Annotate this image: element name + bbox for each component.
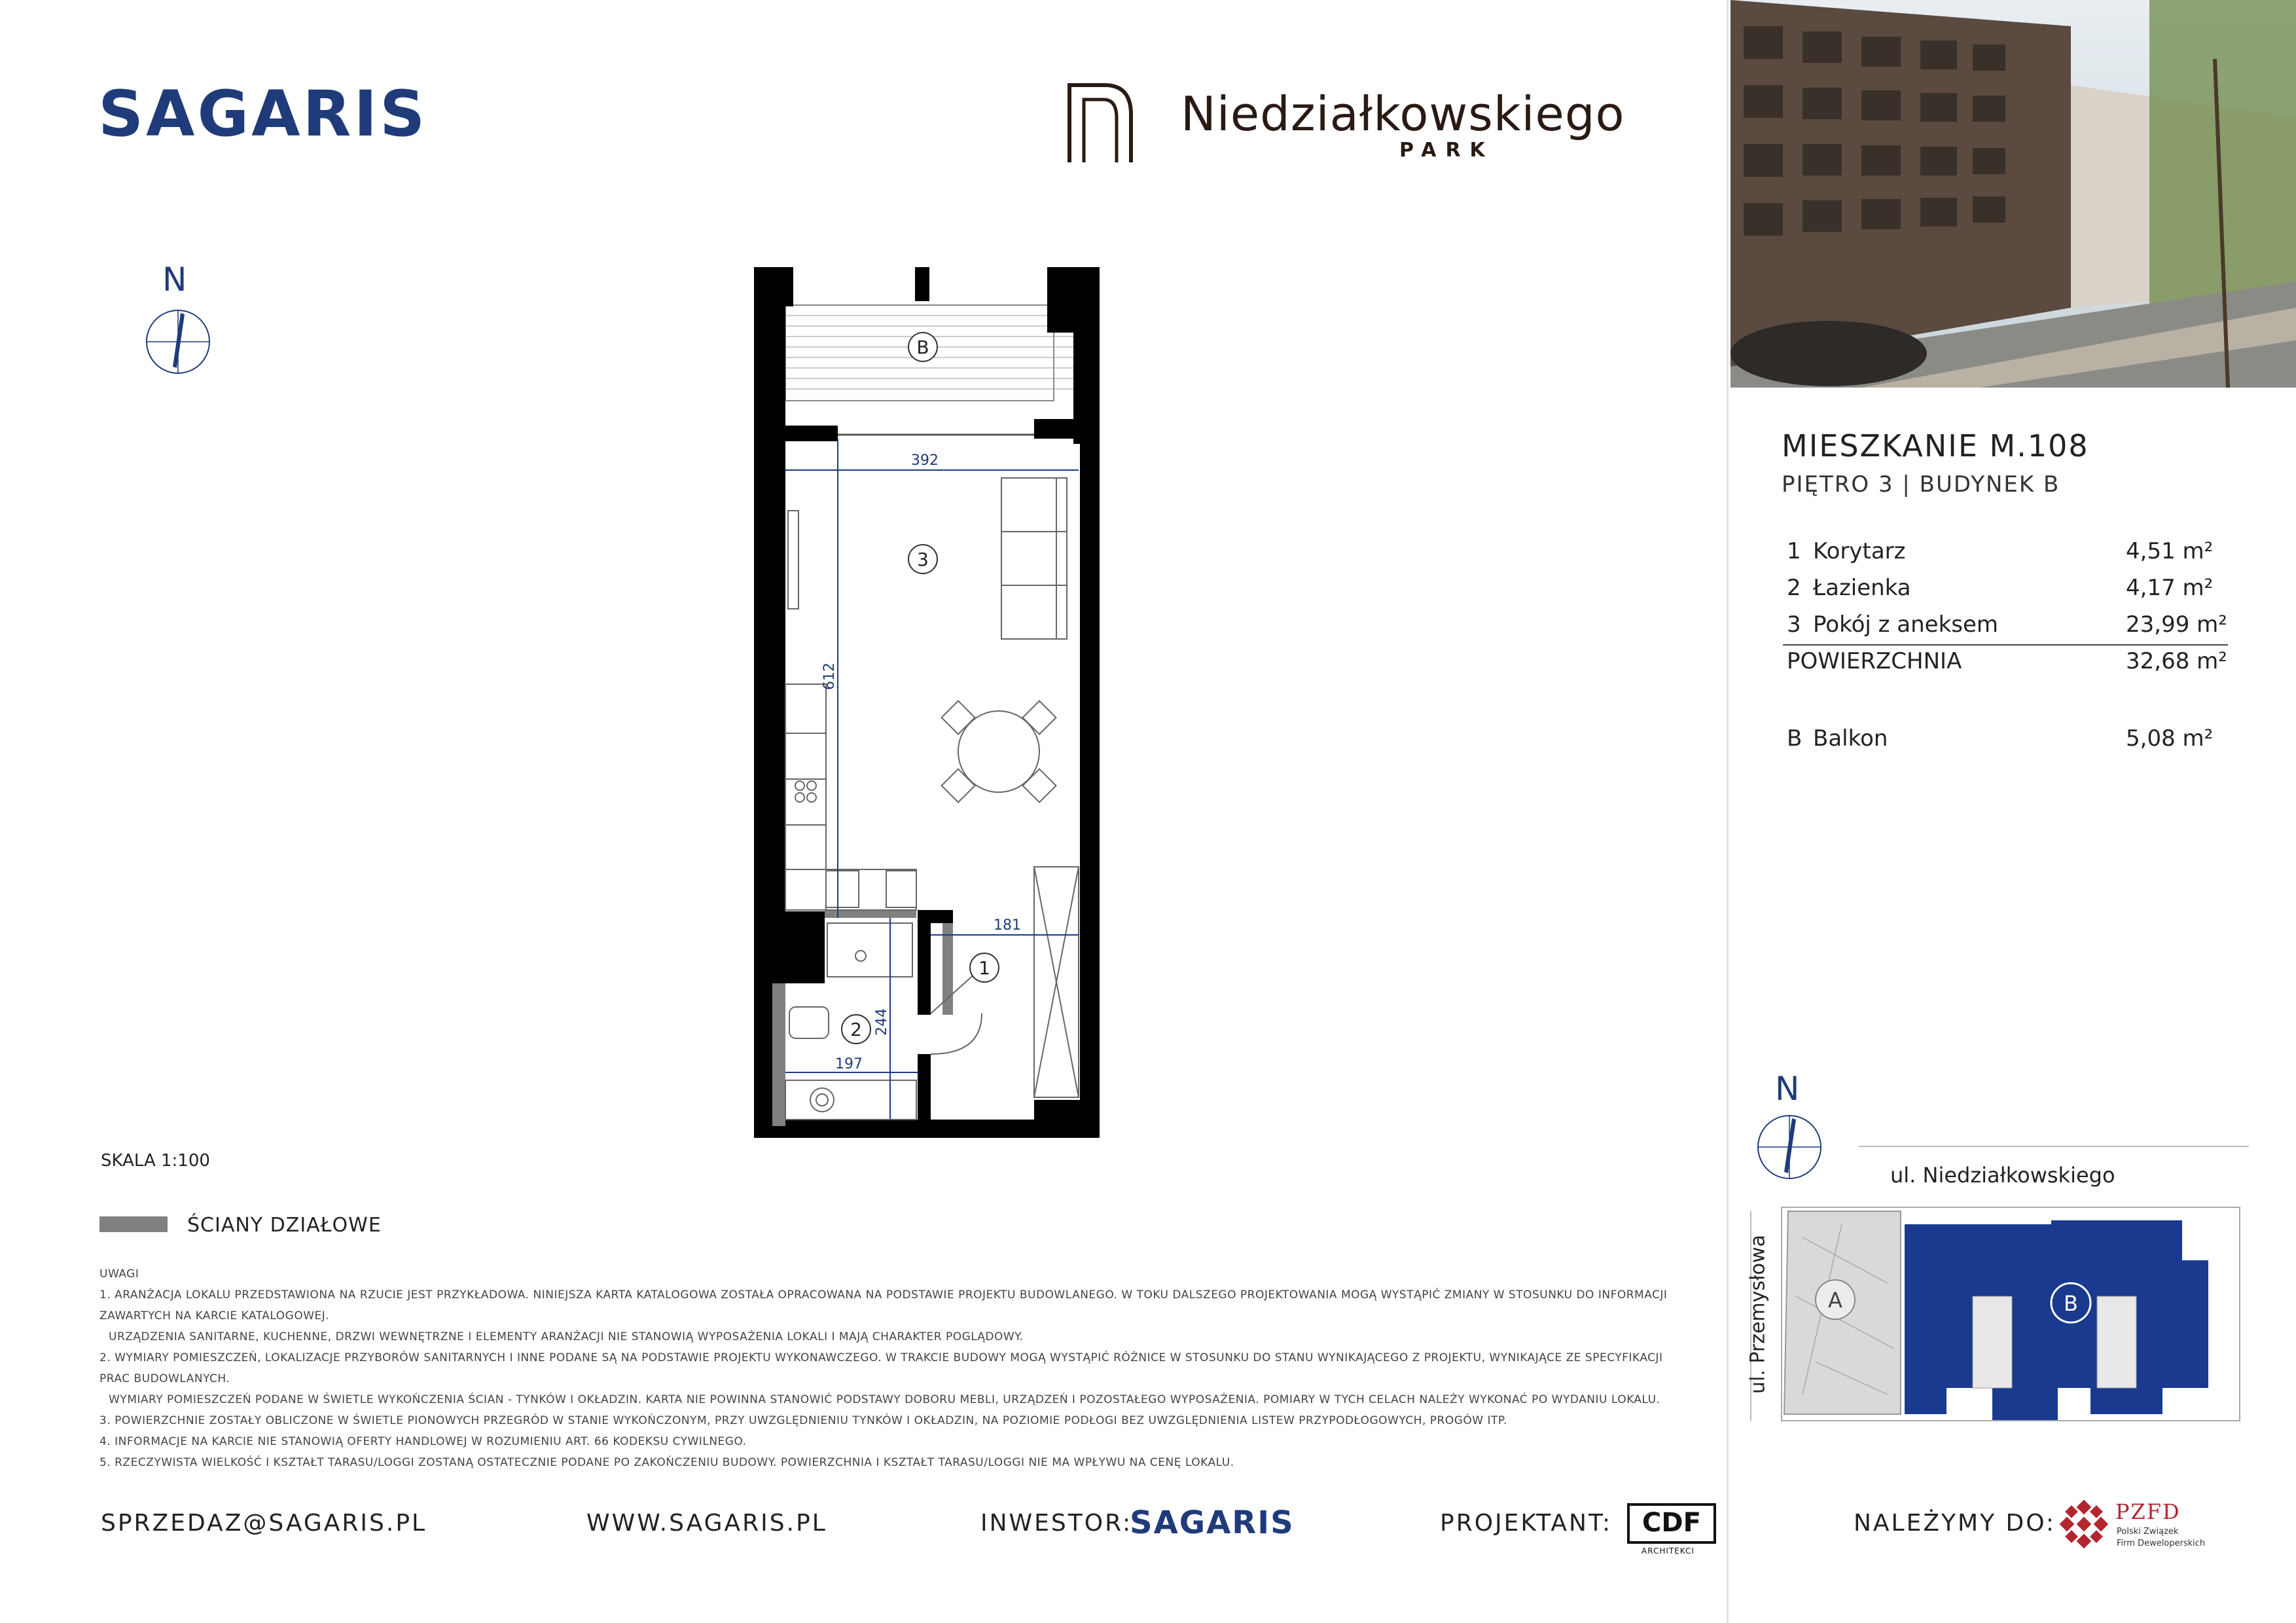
investor-label: INWESTOR: (980, 1510, 1133, 1537)
svg-text:1: 1 (978, 957, 990, 979)
room-row (1783, 575, 2228, 608)
room-name: Pokój z aneksem (1813, 611, 1999, 638)
dim-width-main: 392 (911, 452, 939, 469)
total-area: 32,68 m² (2126, 648, 2227, 674)
north-label: N (162, 261, 187, 299)
balcony-name: Balkon (1813, 725, 1888, 752)
project-logo-mark (1066, 79, 1138, 164)
room-marker-balcony (908, 333, 937, 361)
notes-line-2: URZĄDZENIA SANITARNE, KUCHENNE, DRZWI WEWNĘTRZNE I ELEMENTY ARANŻACJI NIE STANOWIĄ WYPOSAŻENIA LOKALI I MAJĄ CHARAKTER POGLĄDOWY. (109, 1330, 1024, 1343)
designer-label: PROJEKTANT: (1440, 1510, 1613, 1537)
svg-text:3: 3 (917, 549, 929, 570)
notes (99, 1264, 1696, 1473)
apartment-title: MIESZKANIE M.108 (1782, 428, 2089, 464)
notes-line-4: WYMIARY POMIESZCZEŃ PODANE W ŚWIETLE WYKOŃCZENIA ŚCIAN - TYNKÓW I OKŁADZIN. KARTA NIE POWINNA STANOWIĆ PODSTAWY DOBORU MEBLI, URZĄDZEŃ I POZOSTAŁEGO WYPOSAŻENIA. POMIARY W TYCH CELACH NALEŻY WYKONAĆ PO WYDANIU LOKALU. (109, 1393, 1660, 1406)
room-marker-2 (842, 1015, 870, 1044)
balcony-num: B (1787, 725, 1803, 752)
cdf-logo-sub: ARCHITEKCI (1641, 1546, 1695, 1556)
cdf-logo-text: CDF (1642, 1508, 1701, 1538)
apartment-subtitle: PIĘTRO 3 | BUDYNEK B (1782, 471, 2060, 498)
site-map (1776, 1198, 2248, 1427)
compass-icon (144, 308, 212, 376)
room-row (1783, 611, 2228, 646)
pzfd-logo-text: PZFD (2115, 1499, 2181, 1524)
total-row (1783, 648, 2228, 681)
scale-label: SKALA 1:100 (101, 1151, 210, 1171)
room-marker-1 (970, 953, 999, 982)
dining-table (942, 701, 1056, 803)
site-map-top-rule (1859, 1146, 2249, 1147)
email-link[interactable]: SPRZEDAZ@SAGARIS.PL (101, 1510, 427, 1537)
room-name: Korytarz (1813, 538, 1906, 564)
notes-line-3: 2. WYMIARY POMIESZCZEŃ, LOKALIZACJE PRZYBORÓW SANITARNYCH I INNE PODANE SĄ NA PODSTAWIE PROJEKTU WYKONAWCZEGO. W TRAKCIE BUDOWY MOGĄ WYSTĄPIĆ RÓŻNICE W STOSUNKU DO STANU WYNIKAJĄCEGO Z PROJEKTU, WYNIKAJĄCE ZE SPECYFIKACJI PRAC BUDOWLANYCH. (99, 1351, 1663, 1385)
pzfd-emblem-icon (2059, 1499, 2109, 1549)
balcony-area: 5,08 m² (2126, 725, 2214, 752)
walls-legend-label: ŚCIANY DZIAŁOWE (187, 1214, 382, 1237)
investor-logo: SAGARIS (1130, 1504, 1295, 1541)
svg-text:B: B (916, 337, 929, 358)
website-link[interactable]: WWW.SAGARIS.PL (586, 1510, 827, 1537)
dim-corridor: 181 (994, 917, 1021, 934)
notes-line-5: 3. POWIERZCHNIE ZOSTAŁY OBLICZONE W ŚWIETLE PIONOWYCH PRZEGRÓD W STANIE WYKOŃCZONYM, PRZY UWZGLĘDNIENIU TYNKÓW I OKŁADZIN, NA POZIOMIE PODŁOGI BEZ UWZGLĘDNIENIA LISTEW PRZYPODŁOGOWYCH, PROGÓW ITP. (99, 1414, 1507, 1427)
member-label: NALEŻYMY DO: (1854, 1510, 2056, 1537)
room-name: Łazienka (1813, 575, 1911, 601)
total-label: POWIERZCHNIA (1787, 648, 1962, 674)
dim-height-main: 612 (821, 663, 838, 690)
room-row (1783, 538, 2228, 571)
dim-bath-w: 197 (835, 1056, 863, 1072)
street-top-label: ul. Niedziałkowskiego (1890, 1163, 2115, 1188)
room-marker-3 (908, 545, 937, 574)
column-divider (1727, 0, 1729, 1623)
svg-text:2: 2 (850, 1019, 862, 1040)
kitchen (785, 511, 916, 910)
street-left-label: ul. Przemysłowa (1746, 1235, 1770, 1394)
project-logo (1066, 79, 1641, 170)
dim-bath-h: 244 (874, 1008, 890, 1036)
notes-heading: UWAGI (99, 1267, 139, 1281)
building-b-footprint (1905, 1220, 2208, 1421)
walls-legend-swatch (99, 1216, 168, 1232)
door-swing (931, 968, 982, 1054)
building-photo (1731, 0, 2296, 388)
notes-line-1: 1. ARANŻACJA LOKALU PRZEDSTAWIONA NA RZUCIE JEST PRZYKŁADOWA. NINIEJSZA KARTA KATALOGOWA ZOSTAŁA OPRACOWANA NA PODSTAWIE PROJEKTU BUDOWLANEGO. W TOKU DALSZEGO PROJEKTOWANIA MOGĄ WYSTĄPIĆ ZMIANY W STOSUNKU DO INFORMACJI ZAWARTYCH NA KARCIE KATALOGOWEJ. (99, 1288, 1668, 1322)
project-sub: PARK (1399, 139, 1494, 162)
floor-plan (746, 262, 1139, 1146)
room-area: 4,17 m² (2126, 575, 2214, 601)
site-compass-icon (1755, 1113, 1823, 1181)
room-num: 3 (1787, 611, 1801, 638)
building-a-footprint (1784, 1211, 1901, 1414)
wardrobe (1034, 867, 1079, 1097)
sofa (1001, 478, 1067, 639)
building-b-label: B (2064, 1291, 2078, 1316)
notes-line-7: 5. RZECZYWISTA WIELKOŚĆ I KSZTAŁT TARASU/LOGGI ZOSTANĄ OSTATECZNIE PODANE PO ZAKOŃCZENIU BUDOWY. POWIERZCHNIA I KSZTAŁT TARASU/LOGGI NIE MA WPŁYWU NA CENĘ LOKALU. (99, 1456, 1234, 1469)
room-area: 23,99 m² (2126, 611, 2227, 638)
site-north-label: N (1775, 1070, 1800, 1108)
building-a-label: A (1828, 1288, 1842, 1313)
room-area: 4,51 m² (2126, 538, 2214, 564)
sagaris-logo: SAGARIS (98, 77, 428, 151)
pzfd-sub1: Polski Związek (2117, 1527, 2179, 1537)
notes-line-6: 4. INFORMACJE NA KARCIE NIE STANOWIĄ OFERTY HANDLOWEJ W ROZUMIENIU ART. 66 KODEKSU CYWILNEGO. (99, 1435, 747, 1448)
balcony-row (1783, 725, 2228, 758)
pzfd-sub2: Firm Deweloperskich (2117, 1539, 2206, 1548)
room-num: 2 (1787, 575, 1801, 601)
project-name: Niedziałkowskiego (1181, 86, 1625, 141)
cdf-logo (1627, 1503, 1716, 1544)
room-num: 1 (1787, 538, 1801, 564)
